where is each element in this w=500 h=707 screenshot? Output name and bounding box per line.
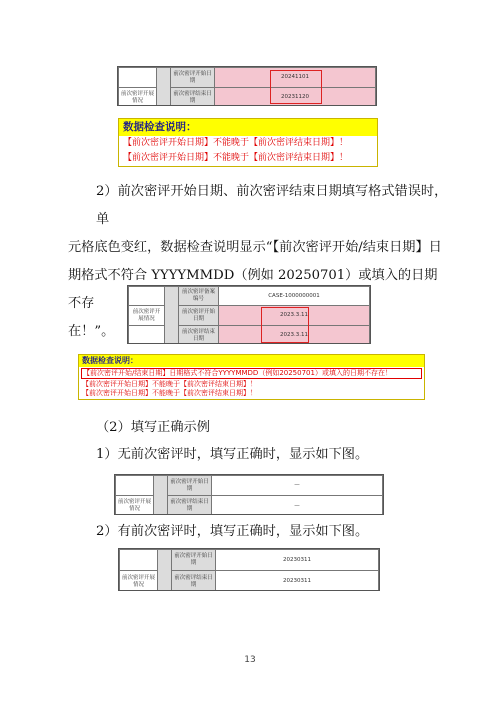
start-date-value: 20241101 bbox=[281, 74, 309, 80]
screenshot-correct-filled bbox=[118, 548, 380, 591]
start-date-label: 前次密评开始日期 bbox=[172, 550, 216, 571]
note-error-box bbox=[81, 368, 422, 379]
screenshot-date-order-error bbox=[117, 66, 377, 106]
end-date-value: 20230311 bbox=[283, 578, 311, 584]
end-date-label: 前次密评结束日期 bbox=[171, 88, 215, 107]
note-line: 【前次密评开始日期】不能晚于【前次密评结束日期】！ bbox=[123, 138, 349, 148]
page-number: 13 bbox=[244, 655, 256, 665]
end-date-cell[interactable] bbox=[212, 496, 383, 516]
end-date-value: 20231120 bbox=[281, 94, 309, 100]
note-title: 数据检查说明： bbox=[119, 119, 377, 136]
end-date-value: — bbox=[294, 502, 300, 509]
start-date-label: 前次密评开始日期 bbox=[168, 476, 212, 496]
start-date-label: 前次密评开始日期 bbox=[171, 68, 215, 88]
row-group-label: 前次密评开展情况 bbox=[120, 571, 158, 592]
paragraph-format-error: 2）前次密评开始日期、前次密评结束日期填写格式错误时，单 元格底色变红，数据检查说明显示“【前次密评开始/结束日期】日 期格式不符合 YYYYMMDD（例如 20250701）或填入的日期不存 在！”。 bbox=[68, 184, 448, 339]
screenshot-correct-empty bbox=[114, 474, 384, 515]
end-date-cell[interactable] bbox=[216, 571, 379, 592]
end-date-value: 2023.3.11 bbox=[280, 332, 308, 338]
note-line: 【前次密评开始日期】不能晚于【前次密评结束日期】！ bbox=[82, 389, 257, 397]
note-line: 【前次密评开始/结束日期】日期格式不符合YYYYMMDD（例如20250701）或填入的日期不存在！ bbox=[83, 369, 392, 377]
row-group-label: 前次密评开展情况 bbox=[116, 496, 154, 516]
start-date-label: 前次密评开始日期 bbox=[179, 306, 219, 326]
record-number-cell[interactable] bbox=[219, 287, 370, 306]
item-no-prior-assessment: 1）无前次密评时，填写正确时，显示如下图。 bbox=[96, 447, 369, 462]
record-number-value: CASE-1000000001 bbox=[268, 292, 320, 299]
subheading: （2）填写正确示例 bbox=[96, 420, 210, 435]
start-date-cell[interactable] bbox=[212, 476, 383, 496]
highlight-box bbox=[261, 307, 309, 343]
note-line: 【前次密评开始日期】不能晚于【前次密评结束日期】！ bbox=[82, 380, 257, 388]
start-date-value: — bbox=[294, 482, 300, 488]
note-title: 数据检查说明： bbox=[79, 355, 424, 367]
note-line: 【前次密评开始日期】不能晚于【前次密评结束日期】！ bbox=[123, 153, 349, 163]
item-with-prior-assessment: 2）有前次密评时，填写正确时，显示如下图。 bbox=[96, 524, 369, 539]
highlight-box bbox=[270, 70, 322, 104]
data-check-note bbox=[78, 354, 425, 400]
end-date-label: 前次密评结束日期 bbox=[179, 326, 219, 345]
start-date-cell[interactable] bbox=[216, 550, 379, 571]
row-group-label: 前次密评开展情况 bbox=[129, 306, 165, 326]
end-date-label: 前次密评结束日期 bbox=[168, 496, 212, 516]
start-date-value: 20230311 bbox=[283, 556, 311, 563]
start-date-value: 2023.3.11 bbox=[280, 312, 308, 318]
row-group-label: 前次密评开展情况 bbox=[119, 88, 157, 107]
end-date-label: 前次密评结束日期 bbox=[172, 571, 216, 592]
record-number-label: 前次密评备案编号 bbox=[179, 287, 219, 306]
screenshot-date-format-error bbox=[127, 285, 371, 344]
data-check-note bbox=[118, 118, 378, 167]
